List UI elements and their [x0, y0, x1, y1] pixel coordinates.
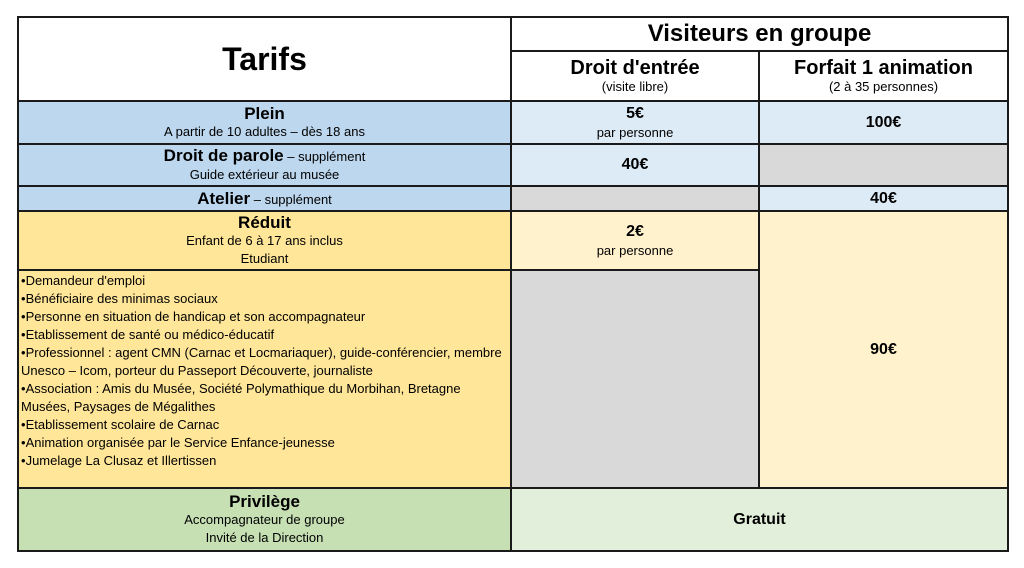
plein-label-cell — [18, 101, 511, 144]
col-animation-header — [759, 51, 1008, 101]
reduit-forfait-cell — [759, 211, 1008, 488]
plein-forfait-price: 100€ — [865, 113, 902, 131]
col-entry-sub: (visite libre) — [601, 79, 669, 94]
col-entry-title: Droit d'entrée — [570, 57, 700, 79]
reduit-desc-1: Enfant de 6 à 17 ans inclus — [186, 233, 343, 248]
table-title: Tarifs — [222, 40, 307, 77]
parole-desc: Guide extérieur au musée — [189, 167, 340, 182]
atelier-label-cell — [18, 186, 511, 211]
plein-label: Plein — [244, 104, 285, 123]
privilege-desc-2: Invité de la Direction — [205, 530, 324, 545]
reduit-list-entry-empty — [511, 270, 759, 488]
list-item: • Bénéficiaire des minimas sociaux — [21, 290, 508, 308]
reduit-eligibility-cell — [18, 270, 511, 488]
parole-suffix: – supplément — [283, 149, 366, 164]
plein-entry-price: 5€ — [626, 104, 644, 122]
privilege-price: Gratuit — [733, 510, 786, 528]
parole-label: Droit de parole — [163, 146, 284, 165]
list-item: • Jumelage La Clusaz et Illertissen — [21, 452, 508, 470]
atelier-forfait-price: 40€ — [870, 189, 897, 207]
privilege-label: Privilège — [229, 492, 300, 511]
col-animation-sub: (2 à 35 personnes) — [828, 79, 939, 94]
atelier-label: Atelier — [197, 188, 251, 208]
atelier-suffix: – supplément — [250, 191, 332, 207]
list-item: • Demandeur d'emploi — [21, 272, 508, 290]
reduit-desc-2: Etudiant — [240, 251, 289, 266]
list-item: • Personne en situation de handicap et son accompagnateur — [21, 308, 508, 326]
reduit-forfait-price: 90€ — [870, 340, 897, 358]
plein-forfait-cell — [759, 101, 1008, 144]
list-item: • Professionnel : agent CMN (Carnac et Locmariaquer), guide-conférencier, membre Unesco – Icom, porteur du Passeport Découverte, journaliste — [21, 344, 508, 380]
privilege-label-cell — [18, 488, 511, 551]
reduit-eligibility-list — [19, 271, 510, 471]
col-entry-header — [511, 51, 759, 101]
group-heading-cell — [511, 17, 1008, 51]
parole-entry-price-cell — [511, 144, 759, 186]
list-item: • Association : Amis du Musée, Société Polymathique du Morbihan, Bretagne Musées, Paysages de Mégalithes — [21, 380, 508, 416]
group-heading: Visiteurs en groupe — [647, 20, 872, 47]
reduit-entry-price: 2€ — [626, 222, 644, 240]
tarifs-heading-cell — [18, 17, 511, 101]
pricing-table — [17, 16, 1009, 552]
reduit-label-cell — [18, 211, 511, 270]
reduit-entry-price-cell — [511, 211, 759, 270]
list-item: • Etablissement scolaire de Carnac — [21, 416, 508, 434]
col-animation-title: Forfait 1 animation — [794, 57, 973, 79]
plein-desc: A partir de 10 adultes – dès 18 ans — [164, 124, 365, 139]
reduit-label: Réduit — [238, 213, 291, 232]
parole-entry-price: 40€ — [621, 156, 649, 173]
parole-forfait-empty — [759, 144, 1008, 186]
privilege-desc-1: Accompagnateur de groupe — [184, 512, 345, 527]
atelier-forfait-cell — [759, 186, 1008, 211]
list-item: • Etablissement de santé ou médico-éducatif — [21, 326, 508, 344]
list-item: • Animation organisée par le Service Enfance-jeunesse — [21, 434, 508, 452]
parole-label-cell — [18, 144, 511, 186]
privilege-price-cell — [511, 488, 1008, 551]
atelier-entry-empty — [511, 186, 759, 211]
plein-entry-price-cell — [511, 101, 759, 144]
plein-entry-unit: par personne — [596, 124, 674, 140]
reduit-entry-unit: par personne — [596, 242, 674, 258]
